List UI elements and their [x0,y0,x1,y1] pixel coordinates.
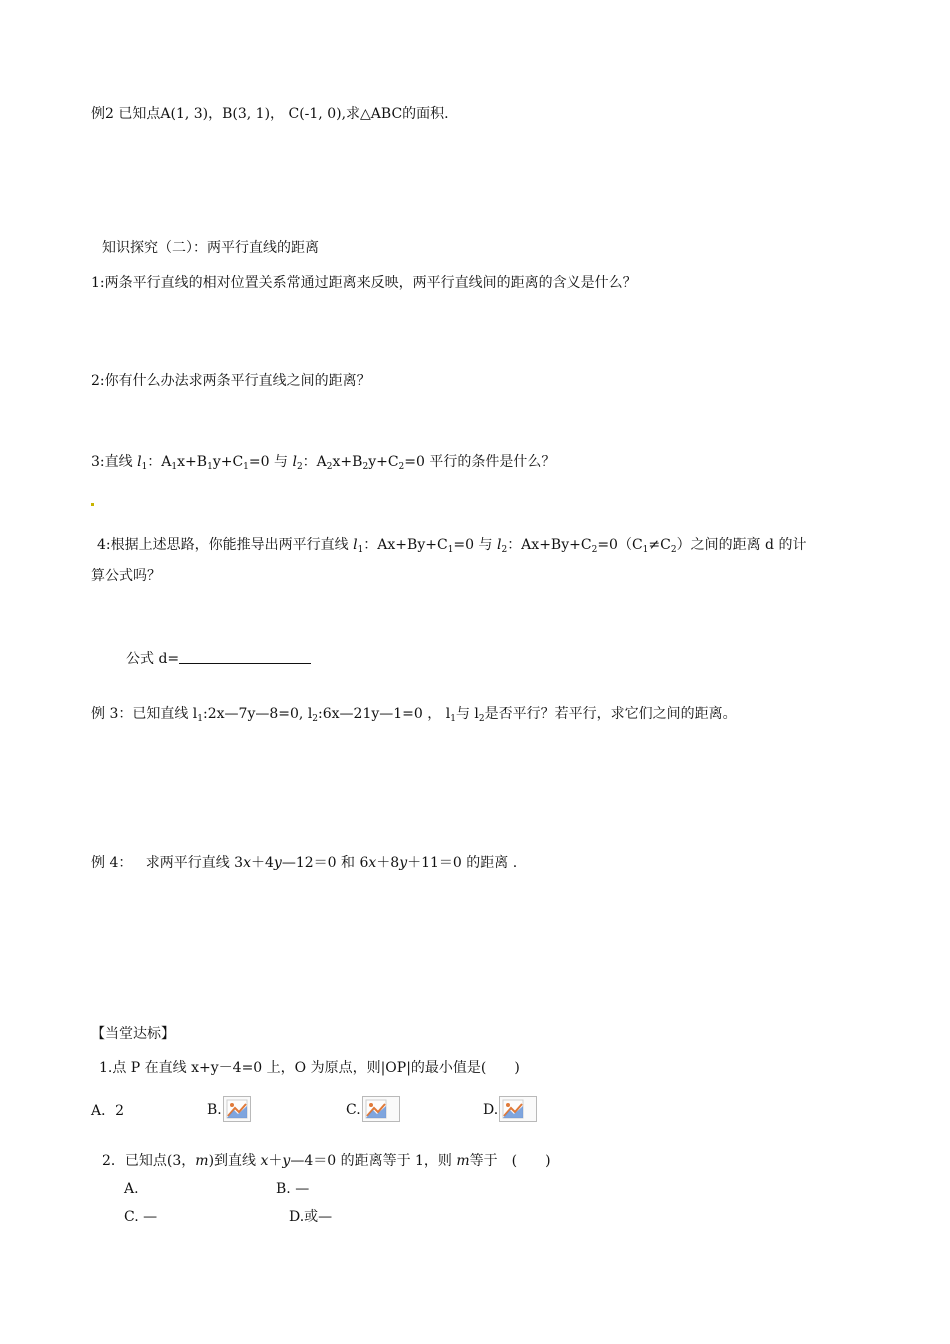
question-2: 2:你有什么办法求两条平行直线之间的距离？ [91,373,371,389]
example-4: 例 4： 求两平行直线 3x＋4y—12＝0 和 6x＋8y＋11＝0 的距离 . [91,855,518,871]
question-4: 4:根据上述思路，你能推导出两平行直线 $l_1$：$Ax+By+C_1=0$ 与 $l_2$：$Ax+By+C_2=0(C_1\ne C_2)$之间的距离 d 的计 [97,537,807,555]
broken-image-icon [499,1096,537,1122]
practice-1-question: 1.点 P 在直线 x+y－4=0 上，O 为原点，则|OP|的最小值是( ) [99,1060,520,1076]
practice-2-option-a[interactable]: A. [124,1181,139,1197]
marker-dot [91,503,94,506]
practice-2-option-b[interactable]: B. — [276,1181,310,1197]
example-2: 例2 已知点A(1, 3)，B(3, 1)， C(-1, 0),求△ABC的面积. [91,106,449,122]
practice-1-option-d[interactable]: D. [483,1093,537,1127]
practice-header: 【当堂达标】 [91,1026,175,1042]
section-2-title: 知识探究（二）：两平行直线的距离 [102,240,319,256]
broken-image-icon [223,1096,251,1122]
formula-line: 公式 d= [126,649,311,669]
practice-2-option-d[interactable]: D.或— [289,1209,333,1225]
practice-1-option-a[interactable]: A．2 [91,1103,125,1119]
question-4-continued: 算公式吗？ [91,568,161,584]
question-3: 3:直线 $l_1$：$A_1x+B_1y+C_1=0$ 与 $l_2$：$A_2x+B_2y+C_2=0$ 平行的条件是什么？ [91,454,556,472]
practice-2-option-c[interactable]: C. — [124,1209,158,1225]
practice-2-question: 2．已知点(3，m)到直线 x＋y—4＝0 的距离等于 1，则 m等于 ( ) [102,1153,551,1169]
example-3: 例 3：已知直线 $l_1:2x—7y—8=0$, $l_2:6x—21y—1=0$ ， $l_1$与 $l_2$是否平行？若平行，求它们之间的距离。 [91,706,737,724]
practice-1-option-c[interactable]: C. [346,1093,400,1127]
formula-blank[interactable] [179,649,311,664]
broken-image-icon [362,1096,400,1122]
question-1: 1:两条平行直线的相对位置关系常通过距离来反映，两平行直线间的距离的含义是什么？ [91,275,637,291]
practice-1-option-b[interactable]: B. [207,1093,251,1127]
